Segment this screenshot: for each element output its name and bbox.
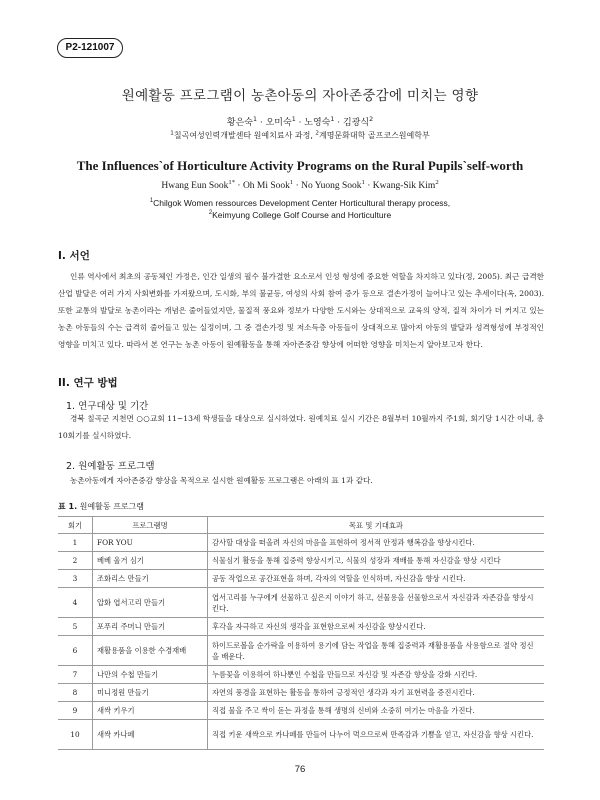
abstract-code-badge: P2-121007	[57, 38, 123, 58]
cell-goal: 후각을 자극하고 자신의 생각을 표현함으로써 자신감을 향상시킨다.	[208, 618, 545, 636]
table-row	[58, 552, 544, 570]
table-row	[58, 720, 544, 750]
cell-goal: 엽서고리를 누구에게 선물하고 싶은지 이야기 하고, 선물용을 선물함으로서 자신감과 자존감을 향상시킨다.	[208, 588, 545, 618]
author-en: No Yuong Sook	[301, 181, 362, 191]
page-number: 76	[294, 764, 306, 775]
program-table	[58, 516, 544, 750]
table-caption	[58, 501, 144, 512]
header-program-name: 프로그램명	[93, 517, 208, 534]
authors-korean: 황은숙$^1$ · 오미숙$^1$ · 노영숙$^1$ · 김광식$^2$	[226, 116, 374, 128]
cell-session: 10	[58, 720, 93, 750]
author-sup: 1	[361, 178, 365, 186]
intro-paragraph: 인류 역사에서 최초의 공동체인 가정은, 인간 일생의 필수 불가결한 요소로서 인성 형성에 중요한 역할을 차지하고 있다(정, 2005). 최근 급격한 산업 발달은 여러 가지 사회변화를 가져왔으며, 도시화, 부의 불균등, 여성의 사회 참여 증가 등으로 결손가정이 늘어나고 있는 추세이다(옥, 2003). 또한 교통의 발달로 농촌이라는 개념은 줄어들었지만, 물질적 풍요와 정보가 다양한 도시와는 상대적으로 교육의 양적, 질적 차이가 더 커지고 있는 농촌 아동들의 수는 급격히 줄어들고 있는 실정이며, 그 중 결손가정 및 저소득층 아동들이 상대적으로 많아져 아동의 발달과 성격형성에 부정적인 영향을 미치고 있다. 따라서 본 연구는 농촌 아동이 원예활동을 통해 자아존중감 향상에 어떠한 영향을 미치는지 알아보고자 한다.	[58, 272, 544, 349]
table-row	[58, 666, 544, 684]
cell-session: 6	[58, 636, 93, 666]
affil-sup: 2	[208, 210, 213, 217]
cell-goal: 감사할 대상을 떠올려 자신의 마음을 표현하여 정서적 안정과 행복감을 향상시킨다.	[208, 534, 545, 552]
table-row	[58, 618, 544, 636]
cell-program-name: 조화리스 만들기	[93, 570, 208, 588]
cell-session: 7	[58, 666, 93, 684]
affil-text: 계명문화대학 골프코스원예학부	[318, 131, 430, 140]
author-en: Hwang Eun Sook	[161, 181, 229, 191]
cell-program-name: 압화 엽서고리 만들기	[93, 588, 208, 618]
author-ko: 황은숙	[226, 118, 253, 128]
cell-session: 2	[58, 552, 93, 570]
cell-goal: 하이드로볼을 순가락을 이용하여 용기에 담는 작업을 통해 집중력과 재활용품을 사용함으로 절약 정신을 배운다.	[208, 636, 545, 666]
cell-program-name: 새싹 키우기	[93, 702, 208, 720]
affiliation-english-2	[0, 210, 600, 220]
table-row	[58, 588, 544, 618]
table-caption-label: 표 1.	[58, 502, 78, 511]
affil-text: Keimyung College Golf Course and Horticulture	[212, 210, 392, 220]
cell-program-name: 베베 울거 심기	[93, 552, 208, 570]
table-row	[58, 636, 544, 666]
cell-goal: 직접 물을 주고 싹이 돋는 과정을 통해 생명의 신비와 소중히 여기는 마음을 가진다.	[208, 702, 545, 720]
author-en: Kwang-Sik Kim	[372, 181, 436, 191]
table-row	[58, 570, 544, 588]
cell-program-name: 새싹 카나페	[93, 720, 208, 750]
author-sup: 1	[252, 116, 257, 123]
affiliation-english-1	[0, 198, 600, 208]
cell-session: 3	[58, 570, 93, 588]
cell-goal: 공동 작업으로 공간표현을 하며, 각자의 역할을 인식하며, 자신감을 향상 시킨다.	[208, 570, 545, 588]
cell-program-name: 재활용품을 이용한 수경재배	[93, 636, 208, 666]
cell-session: 4	[58, 588, 93, 618]
cell-goal: 식물심기 활동을 통해 집중력 향상시키고, 식물의 성장과 재배를 통해 자신감을 향상 시킨다	[208, 552, 545, 570]
cell-goal: 직접 키운 새싹으로 카나페를 만들어 나누어 먹으므로써 만족감과 기쁨을 얻고, 자신감을 향상 시킨다.	[208, 720, 545, 750]
subsection-heading-program: 2. 원예활동 프로그램	[66, 461, 155, 472]
title-english: The Influences`of Horticulture Activity Programs on the Rural Pupils`self-worth	[76, 158, 524, 173]
header-session: 회기	[58, 517, 93, 534]
affil-sup: 1	[149, 198, 154, 205]
author-sup: 1	[289, 178, 294, 186]
title-korean: 원예활동 프로그램이 농촌아동의 자아존중감에 미치는 영향	[121, 88, 479, 104]
cell-goal: 자연의 풍경을 표현하는 활동을 통하여 긍정적인 생각과 자기 표현력을 증진시킨다.	[208, 684, 545, 702]
table-row	[58, 684, 544, 702]
table-caption-text: 원예활동 프로그램	[79, 502, 145, 511]
header-goal: 목표 및 기대효과	[208, 517, 545, 534]
subjects-paragraph: 경북 칠곡군 지천면 ○○교회 11~13세 학생들을 대상으로 실시하였다. 원예치료 실시 기간은 8월부터 10월까지 주1회, 회기당 1시간 이내, 총10회기를 실시하였다.	[58, 414, 544, 440]
author-sup: 2	[369, 116, 374, 123]
cell-session: 9	[58, 702, 93, 720]
subsection-heading-subjects: 1. 연구대상 및 기간	[66, 401, 149, 412]
affiliation-korean	[0, 130, 600, 141]
cell-session: 8	[58, 684, 93, 702]
cell-program-name: 나만의 수첩 만들기	[93, 666, 208, 684]
affil-text: 칠곡여성인력개발센타 원예치료사 과정,	[173, 131, 316, 140]
cell-goal: 누름꽃을 이용하여 하나뿐인 수첩을 만들므로 자신감 및 자존감 향상을 강화 시킨다.	[208, 666, 545, 684]
cell-session: 5	[58, 618, 93, 636]
section-heading-intro: I. 서언	[58, 250, 90, 262]
author-ko: 김광식	[343, 118, 370, 128]
author-sup: 2	[435, 178, 439, 186]
table-header-row	[58, 517, 544, 534]
program-paragraph: 농촌아동에게 자아존중감 향상을 목적으로 실시한 원예활동 프로그램은 아래의 표 1과 같다.	[70, 476, 373, 485]
author-en: Oh Mi Sook	[242, 181, 290, 191]
table-row	[58, 702, 544, 720]
cell-program-name: FOR YOU	[93, 534, 208, 552]
author-ko: 노영숙	[304, 118, 331, 128]
author-sup: 1*	[228, 178, 236, 186]
affil-sup: 2	[315, 130, 319, 137]
affil-text: Chilgok Women ressources Development Center Horticultural therapy process,	[153, 198, 451, 208]
author-ko: 오미숙	[265, 118, 292, 128]
author-sup: 1	[330, 116, 335, 123]
affil-sup: 1	[170, 130, 174, 137]
cell-program-name: 포푸리 주머니 만들기	[93, 618, 208, 636]
cell-session: 1	[58, 534, 93, 552]
author-sup: 1	[291, 116, 296, 123]
section-heading-method: II. 연구 방법	[58, 377, 118, 389]
authors-english: Hwang Eun Sook$^{1*}$ · Oh Mi Sook$^1$ · No Yuong Sook$^1$ · Kwang-Sik Kim$^2$	[161, 178, 439, 191]
cell-program-name: 미니정원 만들기	[93, 684, 208, 702]
table-row	[58, 534, 544, 552]
